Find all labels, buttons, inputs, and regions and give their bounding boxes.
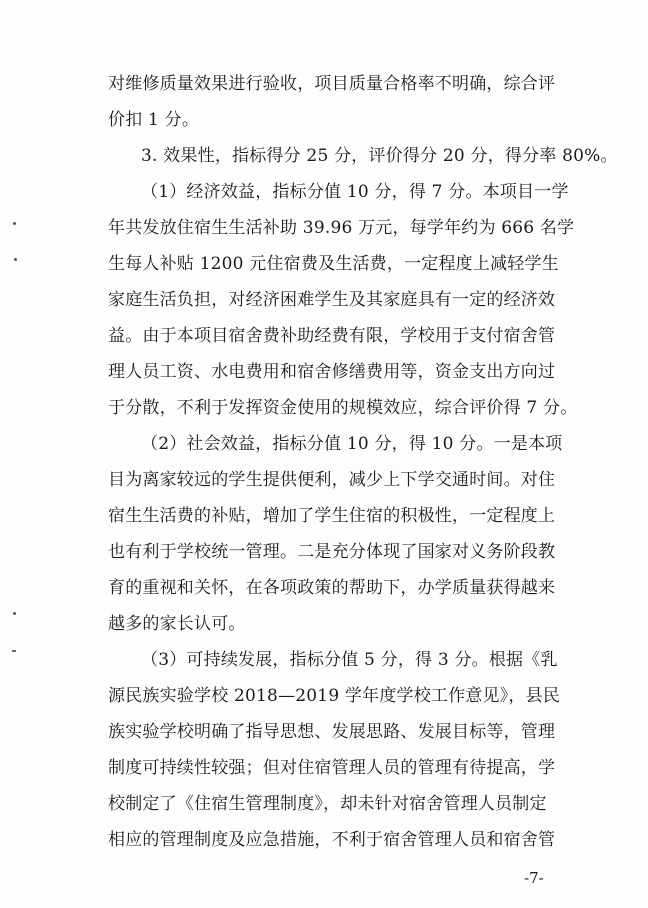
page-number: -7-	[524, 869, 544, 887]
text-line: （2）社会效益，指标分值 10 分，得 10 分。一是本项	[141, 434, 563, 454]
scan-speck	[14, 258, 17, 261]
scan-speck	[12, 650, 16, 652]
text-line: 3. 效果性，指标得分 25 分，评价得分 20 分，得分率 80%。	[141, 146, 618, 166]
text-line: 价扣 1 分。	[108, 110, 200, 130]
text-line: 育的重视和关怀，在各项政策的帮助下，办学质量获得越来	[108, 578, 556, 598]
text-line: 制度可持续性较强；但对住宿管理人员的管理有待提高，学	[108, 758, 556, 778]
text-line: （1）经济效益，指标分值 10 分，得 7 分。本项目一学	[141, 182, 569, 202]
text-line: 年共发放住宿生生活补助 39.96 万元，每学年约为 666 名学	[108, 218, 575, 238]
text-line: 家庭生活负担，对经济困难学生及其家庭具有一定的经济效	[108, 290, 556, 310]
text-line: 对维修质量效果进行验收，项目质量合格率不明确，综合评	[108, 74, 556, 94]
text-line: 越多的家长认可。	[108, 614, 246, 634]
text-line: 相应的管理制度及应急措施，不利于宿舍管理人员和宿舍管	[108, 830, 556, 850]
text-line: 目为离家较远的学生提供便利，减少上下学交通时间。对住	[108, 470, 556, 490]
text-line: （3）可持续发展，指标分值 5 分，得 3 分。根据《乳	[141, 650, 558, 670]
scan-speck	[13, 612, 16, 615]
text-line: 也有利于学校统一管理。二是充分体现了国家对义务阶段教	[108, 542, 556, 562]
text-line: 源民族实验学校 2018—2019 学年度学校工作意见》，县民	[108, 686, 561, 706]
text-line: 宿生生活费的补贴，增加了学生住宿的积极性，一定程度上	[108, 506, 556, 526]
text-line: 族实验学校明确了指导思想、发展思路、发展目标等，管理	[108, 722, 556, 742]
scan-speck	[13, 222, 16, 225]
text-line: 益。由于本项目宿舍费补助经费有限，学校用于支付宿舍管	[108, 326, 556, 346]
text-line: 校制定了《住宿生管理制度》，却未针对宿舍管理人员制定	[108, 794, 547, 814]
text-line: 于分散，不利于发挥资金使用的规模效应，综合评价得 7 分。	[108, 398, 578, 418]
text-line: 理人员工资、水电费用和宿舍修缮费用等，资金支出方向过	[108, 362, 556, 382]
text-line: 生每人补贴 1200 元住宿费及生活费，一定程度上减轻学生	[108, 254, 559, 274]
